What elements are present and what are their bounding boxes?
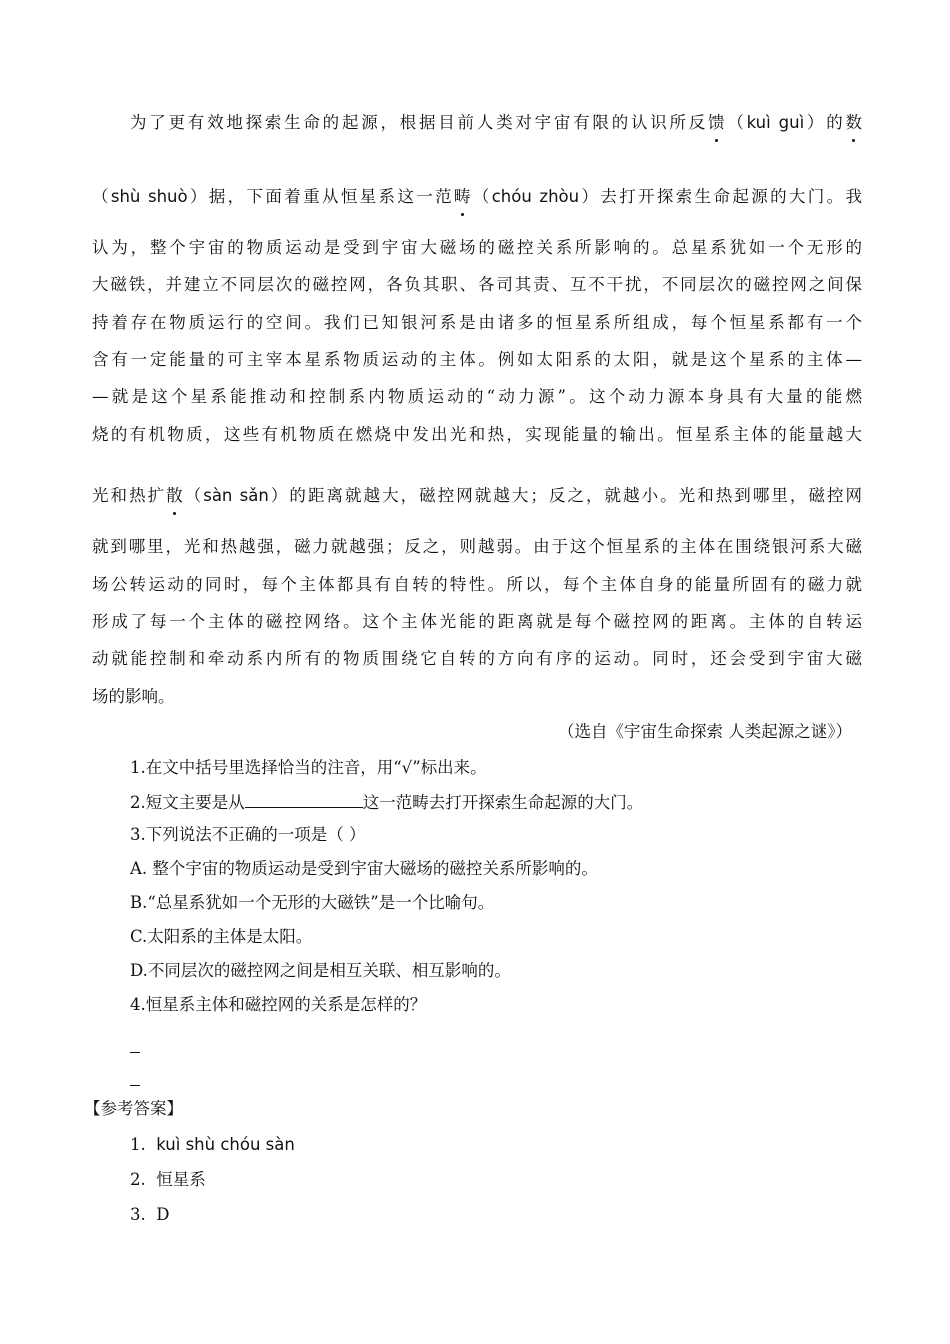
text-segment: 光和热扩: [92, 486, 167, 505]
option-d: D.不同层次的磁控网之间是相互关联、相互影响的。: [130, 961, 511, 980]
answer-line[interactable]: [130, 1052, 140, 1053]
text-segment: 的距离就越大，磁控网就越大；反之，就越小。光和热到哪里，磁控网: [289, 486, 863, 505]
answer-text: kuì shù chóu sàn: [156, 1135, 295, 1154]
answer-number: 2.: [130, 1170, 146, 1189]
question-1: 1.在文中括号里选择恰当的注音，用“√”标出来。: [130, 758, 487, 777]
pinyin-options: （chóu zhòu）: [470, 187, 601, 206]
passage-line-6: 含有一定能量的可主宰本星系物质运动的主体。例如太阳系的太阳，就是这个星系的主体—: [92, 350, 862, 369]
answer-2: [130, 1168, 850, 1192]
question-3: 3.下列说法不正确的一项是（ ）: [130, 825, 366, 844]
passage-line-2: [92, 185, 862, 209]
passage-line-7: —就是这个星系能推动和控制系内物质运动的“动力源”。这个动力源本身具有大量的能燃: [92, 387, 862, 406]
option-b: B.“总星系犹如一个无形的大磁铁”是一个比喻句。: [130, 893, 495, 912]
passage-line-11: 场公转运动的同时，每个主体都具有自转的特性。所以，每个主体自身的能量所固有的磁力就: [92, 575, 862, 594]
passage-line-14: 场的影响。: [92, 687, 175, 706]
passage-line-5: 持着存在物质运行的空间。我们已知银河系是由诸多的恒星系所组成，每个恒星系都有一个: [92, 313, 862, 332]
answer-3: [130, 1203, 850, 1227]
passage-line-13: 动就能控制和牵动系内所有的物质围绕它自转的方向有序的运动。同时，还会受到宇宙大磁: [92, 649, 862, 668]
answer-line[interactable]: [130, 1085, 140, 1086]
text-segment: 的: [826, 113, 846, 132]
answer-1: [130, 1133, 850, 1157]
text-segment: 2.短文主要是从: [130, 793, 245, 812]
question-2: [130, 789, 850, 815]
dotted-character: 散: [166, 484, 183, 508]
text-segment: 去打开探索生命起源的大门。我: [600, 187, 863, 206]
passage-line-4: 大磁铁，并建立不同层次的磁控网，各负其职、各司其责、互不干扰，不同层次的磁控网之间保: [92, 275, 862, 294]
text-segment: 据，下面着重从恒星系这一范: [208, 187, 455, 206]
passage-line-3: 认为，整个宇宙的物质运动是受到宇宙大磁场的磁控关系所影响的。总星系犹如一个无形的: [92, 238, 862, 257]
pinyin-options: （kuì guì）: [724, 113, 827, 132]
text-segment: 为了更有效地探索生命的起源，根据目前人类对宇宙有限的认识所反: [130, 113, 709, 132]
passage-line-12: 形成了每一个主体的磁控网络。这个主体光能的距离就是每个磁控网的距离。主体的自转运: [92, 612, 862, 631]
text-segment: 这一范畴去打开探索生命起源的大门。: [362, 793, 644, 812]
answer-number: 1.: [130, 1135, 146, 1154]
answer-text: 恒星系: [156, 1170, 206, 1189]
passage-line-9: [92, 484, 862, 508]
pinyin-options: （shù shuò）: [92, 187, 209, 206]
answer-number: 3.: [130, 1205, 146, 1224]
passage-line-8: 烧的有机物质，这些有机物质在燃烧中发出光和热，实现能量的输出。恒星系主体的能量越大: [92, 425, 862, 444]
answer-blank[interactable]: [245, 789, 363, 808]
option-a: A. 整个宇宙的物质运动是受到宇宙大磁场的磁控关系所影响的。: [130, 859, 598, 878]
option-c: C.太阳系的主体是太阳。: [130, 927, 313, 946]
pinyin-options: （sàn sǎn）: [182, 486, 290, 505]
answer-text: D: [156, 1205, 170, 1224]
dotted-character: 馈: [708, 111, 725, 135]
dotted-character: 畴: [454, 185, 471, 209]
question-4: 4.恒星系主体和磁控网的关系是怎样的？: [130, 995, 427, 1014]
source-citation: （选自《宇宙生命探索 人类起源之谜》）: [558, 722, 852, 741]
passage-line-1: [130, 111, 862, 135]
passage-line-10: 就到哪里，光和热越强，磁力就越强；反之，则越弱。由于这个恒星系的主体在围绕银河系大磁: [92, 537, 862, 556]
answer-heading: 【参考答案】: [84, 1099, 183, 1118]
dotted-character: 数: [846, 111, 863, 135]
